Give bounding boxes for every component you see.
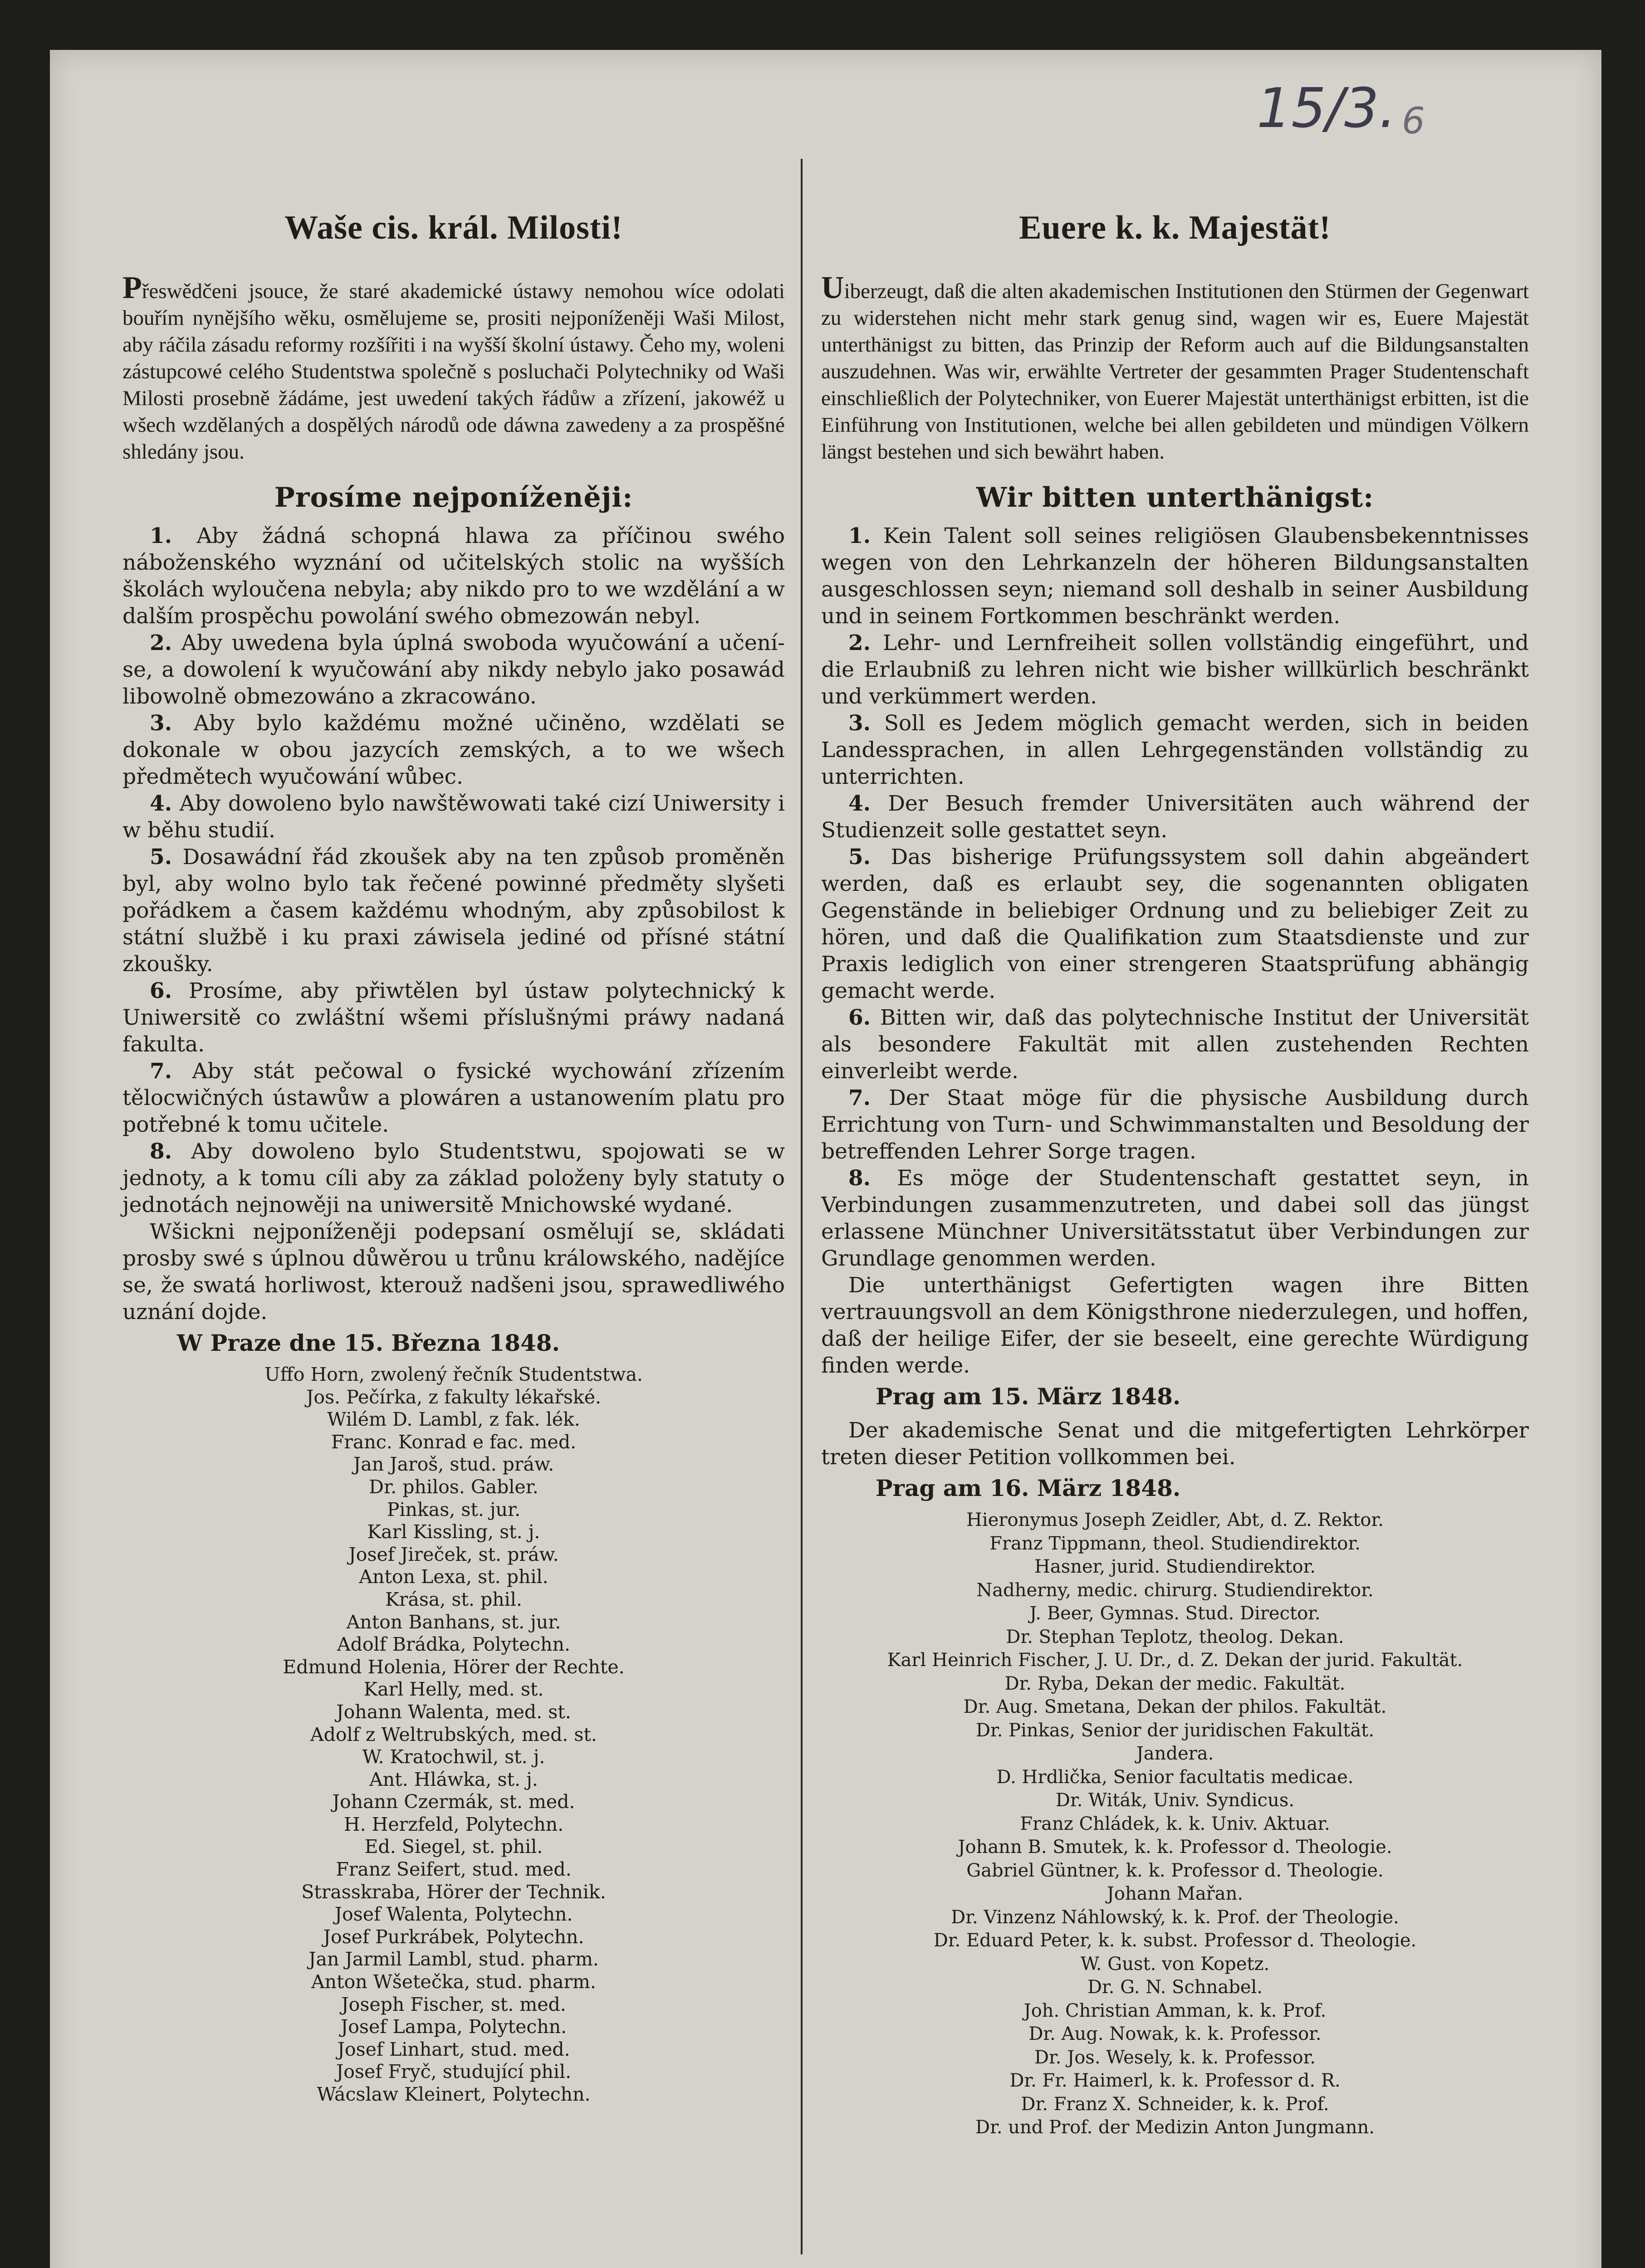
signature: Franz Tippmann, theol. Studiendirektor. [989, 1533, 1361, 1554]
signature: Johann Walenta, med. st. [336, 1701, 571, 1723]
german-column [821, 154, 1529, 2140]
signature: Franz Chládek, k. k. Univ. Aktuar. [1020, 1813, 1330, 1834]
signature: H. Herzfeld, Polytechn. [343, 1813, 564, 1835]
signature: Dr. Franz X. Schneider, k. k. Prof. [1021, 2093, 1329, 2115]
german-petition-item: 3. Soll es Jedem möglich gemacht werden, sich in beiden Landessprachen, in allen Lehrgegenständen vollständig zu unterrichten. [821, 711, 1529, 789]
german-petition-list [821, 523, 1529, 1272]
german-intro-initial: U [821, 270, 844, 305]
signature: Josef Linhart, stud. med. [337, 2038, 570, 2060]
signature: Dr. Aug. Nowak, k. k. Professor. [1028, 2024, 1322, 2044]
signature: Jos. Pečírka, z fakulty lékařské. [306, 1386, 601, 1408]
czech-intro-initial: P [122, 270, 142, 305]
czech-petition-item: 4. Aby dowoleno bylo nawštěwowati také cizí Uniwersity i w běhu studií. [122, 791, 785, 843]
signature: Karl Kissling, st. j. [367, 1521, 540, 1543]
signature: Joseph Fischer, st. med. [341, 1993, 566, 2015]
signature: Adolf Brádka, Polytechn. [337, 1633, 571, 1656]
czech-petition-item: 1. Aby žádná schopná hlawa za příčinou swého náboženského wyznání od učitelských stolic na wyšších školách wyloučena nebyla; aby nikdo pro to we wzdělání a w dalším prospěchu powolání swého obmezowán nebyl. [122, 523, 785, 629]
czech-signature-list [122, 1364, 785, 2106]
signature: Jandera. [1136, 1743, 1214, 1764]
document-sheet [50, 50, 1601, 2268]
czech-column [122, 154, 785, 2106]
czech-petition-item: 8. Aby dowoleno bylo Studentstwu, spojowati se w jednoty, a k tomu cíli aby za základ položeny byly statuty o jednotách nejnowěji na uniwersitě Mnichowské wydané. [122, 1139, 785, 1217]
signature: W. Gust. von Kopetz. [1080, 1953, 1270, 1975]
signature: Dr. Ryba, Dekan der medic. Fakultät. [1004, 1673, 1346, 1694]
czech-petition-item: 2. Aby uwedena byla úplná swoboda wyučowání a učení-se, a dowolení k wyučowání aby nikdy nebylo jako posawád libowolně obmezowáno a zkracowáno. [122, 631, 785, 709]
signature: Dr. Eduard Peter, k. k. subst. Professor d. Theologie. [933, 1930, 1417, 1951]
signature: Josef Fryč, studující phil. [336, 2061, 572, 2083]
german-petition-item: 2. Lehr- und Lernfreiheit sollen vollständig eingeführt, und die Erlaubniß zu lehren nicht wie bisher willkürlich beschränkt und verkümmert werden. [821, 631, 1529, 709]
folio-number: 15/3. [1257, 77, 1396, 140]
signature: Dr. G. N. Schnabel. [1087, 1977, 1263, 1998]
german-petition-item: 5. Das bisherige Prüfungssystem soll dahin abgeändert werden, daß es erlaubt sey, die sogenannten obligaten Gegenstände in beliebiger Ordnung und zu beliebiger Zeit zu hören, und daß die Qualifikation zum Staatsdienste und zur Praxis lediglich von einer strengeren Staatsprüfung abhängig gemacht werde. [821, 845, 1529, 1003]
signature: Gabriel Güntner, k. k. Professor d. Theologie. [966, 1860, 1384, 1881]
signature: Dr. Fr. Haimerl, k. k. Professor d. R. [1009, 2070, 1341, 2091]
signature: Ed. Siegel, st. phil. [364, 1836, 543, 1858]
czech-subheading: Prosíme nejponíženěji: [274, 482, 633, 513]
signature: Josef Jireček, st. práw. [348, 1543, 559, 1565]
folio-side-number: 6 [1402, 100, 1425, 142]
german-intro [821, 270, 1529, 465]
signature: Jan Jaroš, stud. práw. [353, 1453, 554, 1476]
german-date: Prag am 15. März 1848. [876, 1383, 1181, 1410]
czech-petition-item: 5. Dosawádní řád zkoušek aby na ten způsob proměněn byl, aby wolno bylo tak řečené powinné předměty slyšeti pořádkem a časem každému whodným, aby způsobilost k státní službě i ku praxi záwisela jediné od přísné státní zkoušky. [122, 845, 785, 977]
signature: Hasner, jurid. Studiendirektor. [1034, 1556, 1316, 1577]
german-petition-item: 8. Es möge der Studentenschaft gestattet seyn, in Verbindungen zusammenzutreten, und dabei soll das jüngst erlassene Münchner Universitätsstatut über Verbindungen zur Grundlage genommen werden. [821, 1166, 1529, 1271]
german-senate-statement: Der akademische Senat und die mitgefertigten Lehrkörper treten dieser Petition vollkommen bei. [821, 1418, 1529, 1470]
german-heading: Euere k. k. Majestät! [1019, 209, 1331, 246]
signature: Franc. Konrad e fac. med. [331, 1431, 577, 1453]
signature: Adolf z Weltrubských, med. st. [310, 1723, 597, 1745]
czech-petition-list [122, 523, 785, 1218]
signature: Anton Banhans, st. jur. [346, 1611, 561, 1633]
signature: Dr. Stephan Teplotz, theolog. Dekan. [1006, 1626, 1344, 1647]
signature: Edmund Holenia, Hörer der Rechte. [283, 1656, 625, 1678]
signature: Dr. philos. Gabler. [369, 1476, 539, 1498]
signature: Anton Lexa, st. phil. [359, 1566, 548, 1588]
german-date-2: Prag am 16. März 1848. [876, 1475, 1181, 1501]
signature: Karl Heinrich Fischer, J. U. Dr., d. Z. Dekan der jurid. Fakultät. [887, 1650, 1463, 1671]
signature: Uffo Horn, zwolený řečník Studentstwa. [264, 1364, 643, 1385]
german-petition-item: 4. Der Besuch fremder Universitäten auch während der Studienzeit solle gestattet seyn. [821, 791, 1529, 843]
czech-petition-item: 7. Aby stát pečowal o fysické wychowání zřízením tělocwičných ústawůw a plowáren a ustanowením platu pro potřebné k tomu učitele. [122, 1059, 785, 1137]
signature: Franz Seifert, stud. med. [336, 1858, 572, 1881]
signature: Anton Wšetečka, stud. pharm. [311, 1971, 596, 1993]
signature: Wácslaw Kleinert, Polytechn. [317, 2083, 591, 2105]
czech-petition-item: 3. Aby bylo každému možné učiněno, wzdělati se dokonale w obou jazycích zemských, a to we wšech předmětech wyučowání wůbec. [122, 711, 785, 789]
signature: Dr. Vinzenz Náhlowský, k. k. Prof. der Theologie. [951, 1906, 1399, 1928]
german-subheading: Wir bitten unterthänigst: [976, 482, 1374, 513]
czech-closing: Wšickni nejponíženěji podepsaní osmělují se, skládati prosby swé s úplnou důwěrou u trůnu králowského, nadějíce se, že swatá horliwost, kterouž nadšeni jsou, sprawedliwého uznání dojde. [122, 1219, 785, 1325]
czech-intro-text: řeswědčeni jsouce, že staré akademické ústawy nemohou wíce odolati bouřím nynějšího wěku, osmělujeme se, prositi nejponíženěji Waši Milost, aby ráčila zásadu reformy rozšířiti i na wyšší školní ústawy. Čeho my, woleni zástupcowé celého Studentstwa společně s posluchači Polytechniky od Waši Milosti prosebně žádáme, jest uwedení takých řádůw a zřízení, jakowéž u wšech wzdělaných a dospělých národů ode dáwna zawedeny a za prospěšné shledány jsou. [122, 279, 785, 464]
signature: Joh. Christian Amman, k. k. Prof. [1023, 2000, 1327, 2021]
signature: Wilém D. Lambl, z fak. lék. [327, 1408, 580, 1431]
signature: Johann B. Smutek, k. k. Professor d. Theologie. [958, 1837, 1392, 1857]
signature: Johann Mařan. [1106, 1883, 1244, 1904]
signature: Strasskraba, Hörer der Technik. [301, 1881, 606, 1903]
signature: Dr. Witák, Univ. Syndicus. [1055, 1790, 1295, 1811]
signature: Krása, st. phil. [385, 1588, 522, 1610]
signature: W. Kratochwil, st. j. [362, 1746, 545, 1768]
czech-date: W Praze dne 15. Března 1848. [177, 1330, 560, 1356]
signature: Pinkas, st. jur. [387, 1498, 521, 1520]
signature: Hieronymus Joseph Zeidler, Abt, d. Z. Rektor. [966, 1510, 1384, 1530]
german-petition-item: 1. Kein Talent soll seines religiösen Glaubensbekenntnisses wegen von den Lehrkanzeln der höheren Bildungsanstalten ausgeschlossen seyn; niemand soll deshalb in seiner Ausbildung und in seinem Fortkommen beschränkt werden. [821, 523, 1529, 629]
german-intro-text: iberzeugt, daß die alten akademischen Institutionen den Stürmen der Gegenwart zu widerstehen nicht mehr stark genug sind, wagen wir es, Euere Majestät unterthänigst zu bitten, das Prinzip der Reform auch auf die Bildungsanstalten auszudehnen. Was wir, erwählte Vertreter der gesammten Prager Studentenschaft einschließlich der Polytechniker, von Euerer Majestät unterthänigst erbitten, ist die Einführung von Institutionen, welche bei allen gebildeten und mündigen Völkern längst bestehen und sich bewährt haben. [821, 279, 1529, 464]
signature: Josef Purkrábek, Polytechn. [323, 1926, 584, 1948]
signature: Josef Lampa, Polytechn. [340, 2016, 567, 2038]
signature: Nadherny, medic. chirurg. Studiendirektor. [976, 1579, 1374, 1601]
signature: Dr. Aug. Smetana, Dekan der philos. Fakultät. [963, 1696, 1387, 1717]
signature: Karl Helly, med. st. [363, 1678, 544, 1701]
signature: Dr. Jos. Wesely, k. k. Professor. [1034, 2047, 1316, 2068]
signature: Ant. Hláwka, st. j. [369, 1768, 538, 1790]
signature: Johann Czermák, st. med. [332, 1791, 575, 1813]
signature: D. Hrdlička, Senior facultatis medicae. [996, 1766, 1354, 1788]
german-closing: Die unterthänigst Gefertigten wagen ihre Bitten vertrauungsvoll an dem Königsthrone niederzulegen, und hoffen, daß der heilige Eifer, der sie beseelt, eine gerechte Würdigung finden werde. [821, 1273, 1529, 1378]
signature: J. Beer, Gymnas. Stud. Director. [1029, 1603, 1321, 1624]
signature: Jan Jarmil Lambl, stud. pharm. [308, 1948, 599, 1970]
czech-petition-item: 6. Prosíme, aby přiwtělen byl ústaw polytechnický k Uniwersitě co zwláštní wšemi příslušnými práwy nadaná fakulta. [122, 978, 785, 1057]
column-divider [801, 159, 803, 2254]
signature: Josef Walenta, Polytechn. [334, 1903, 573, 1926]
czech-intro [122, 270, 785, 465]
german-petition-item: 7. Der Staat möge für die physische Ausbildung durch Errichtung von Turn- und Schwimmanstalten und Besoldung der betreffenden Lehrer Sorge tragen. [821, 1085, 1529, 1164]
signature: Dr. und Prof. der Medizin Anton Jungmann. [975, 2117, 1375, 2138]
german-signature-list [821, 1509, 1529, 2140]
signature: Dr. Pinkas, Senior der juridischen Fakultät. [975, 1720, 1375, 1741]
german-petition-item: 6. Bitten wir, daß das polytechnische Institut der Universität als besondere Fakultät mit allen zustehenden Rechten einverleibt werde. [821, 1005, 1529, 1084]
czech-heading: Waše cis. král. Milosti! [284, 209, 623, 246]
